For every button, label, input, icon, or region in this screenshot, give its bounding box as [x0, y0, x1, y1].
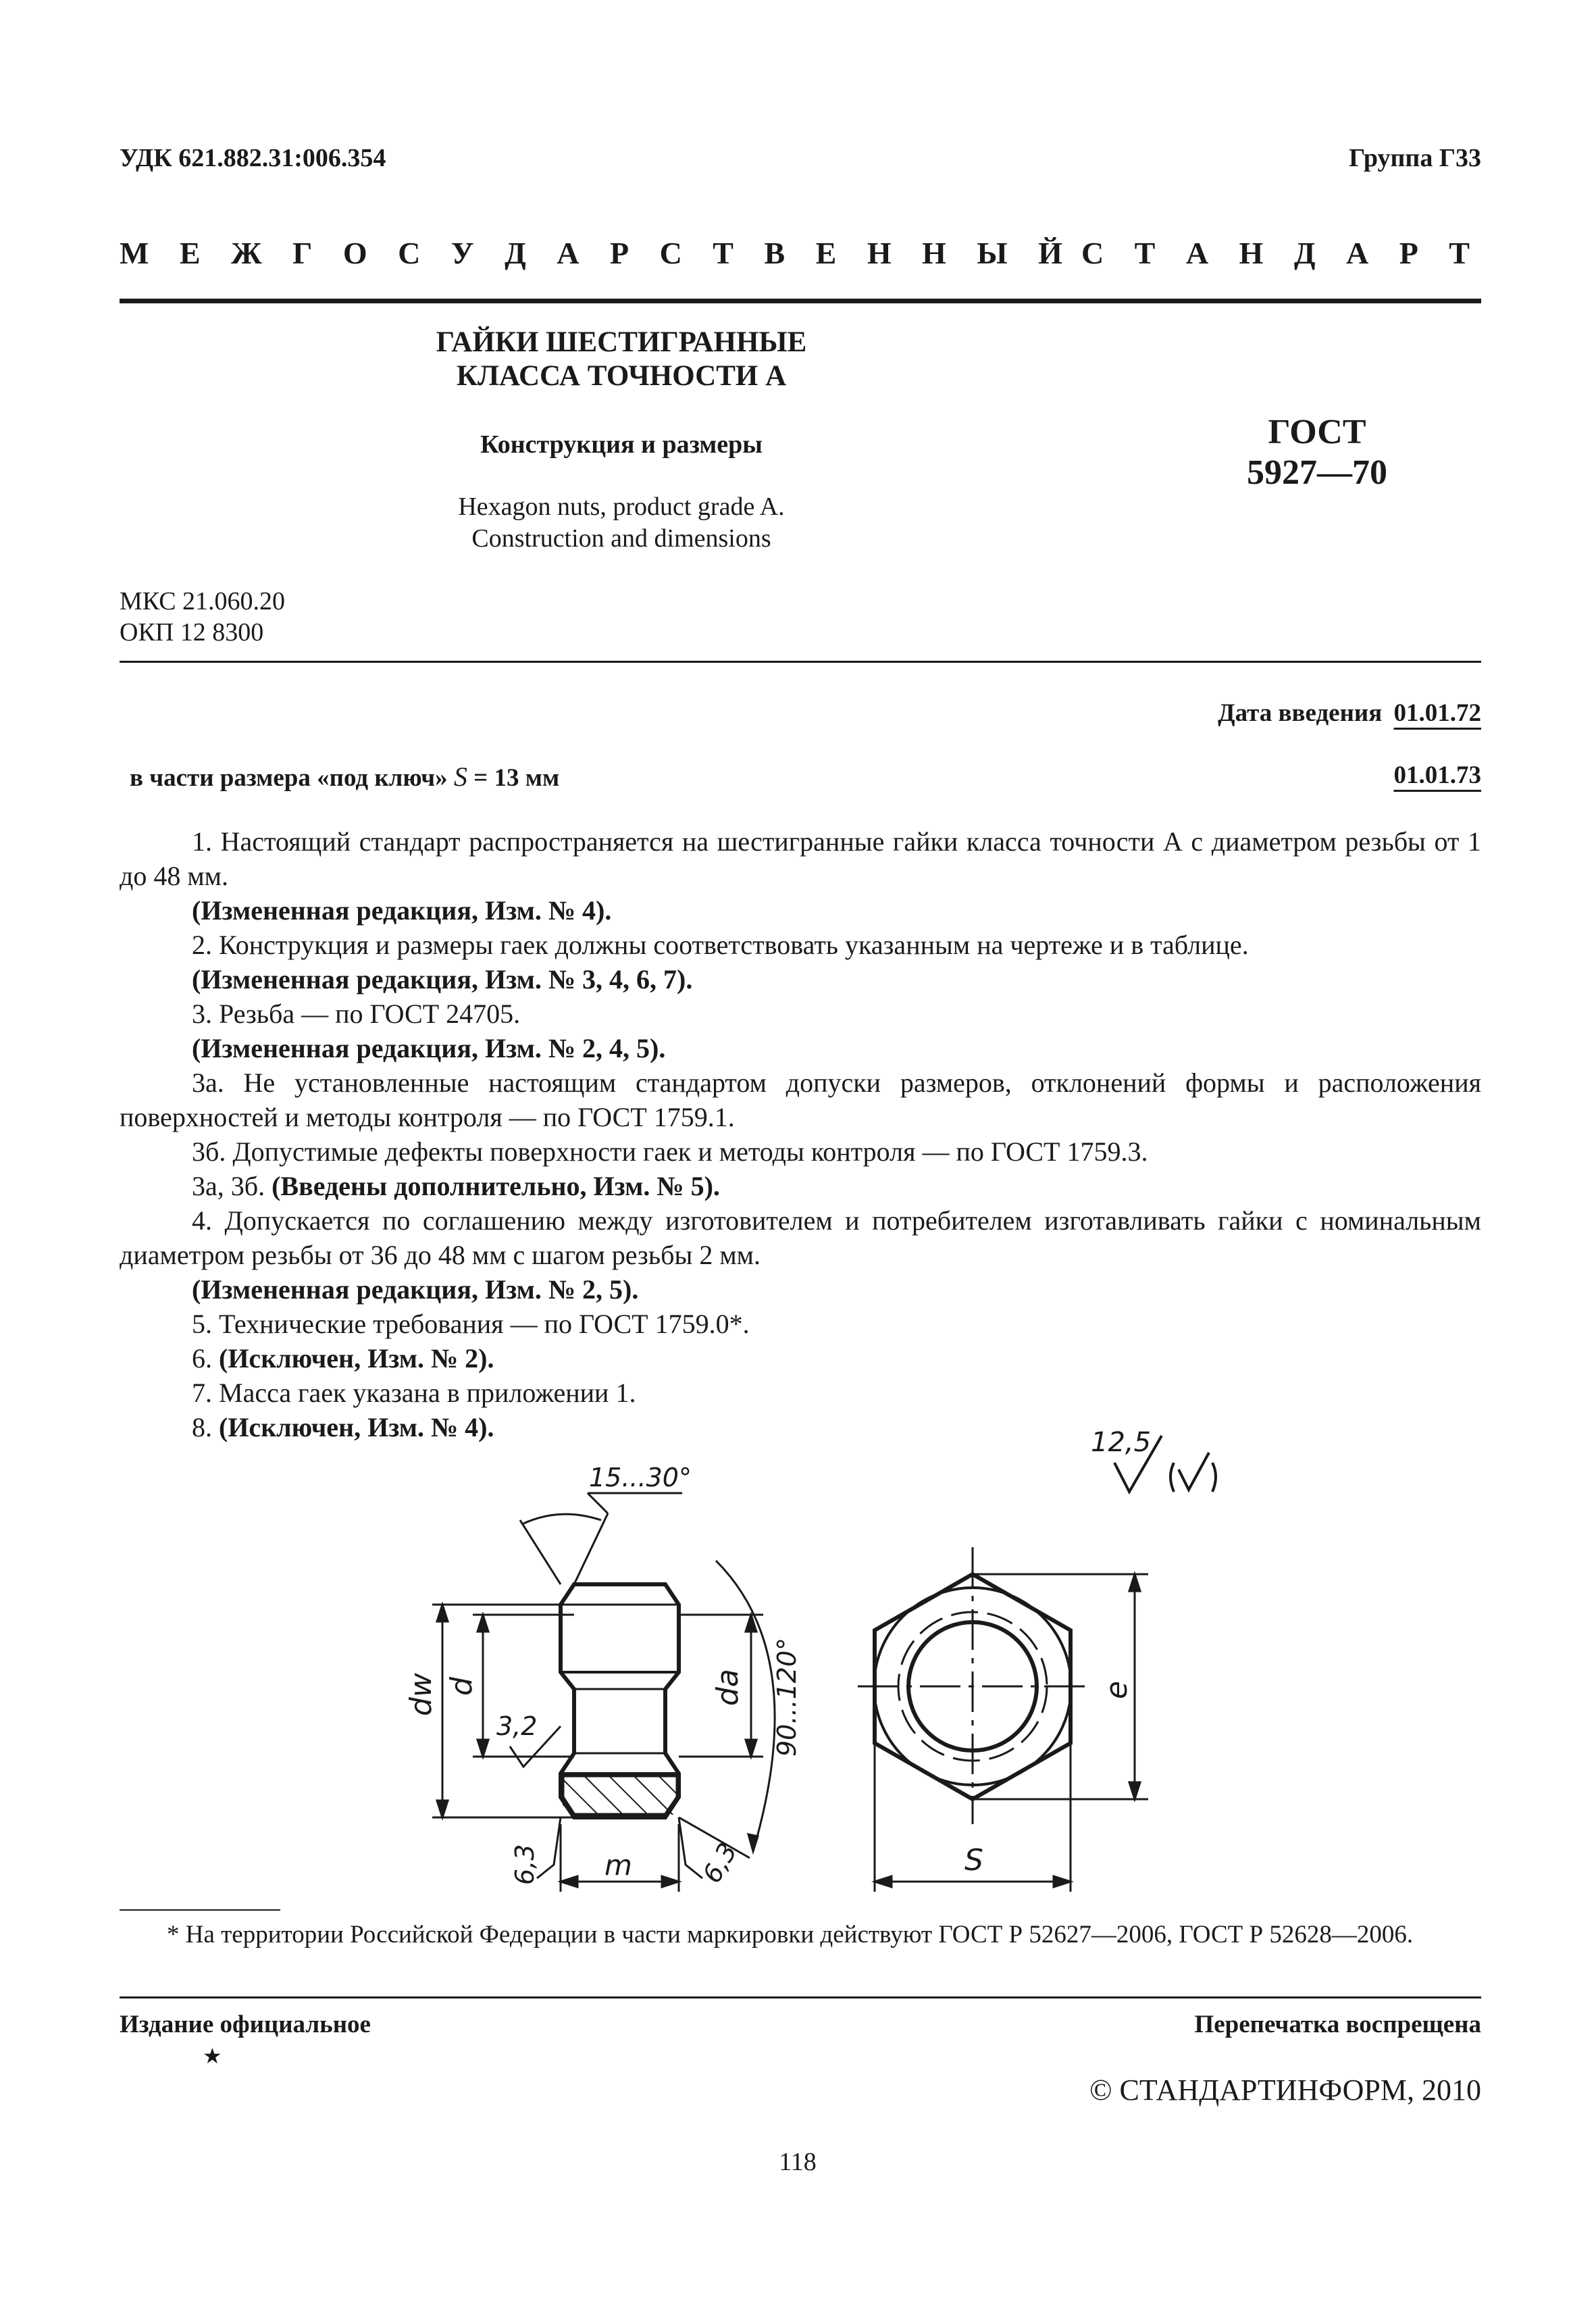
- footer-rule: [120, 1996, 1481, 1998]
- clause-4: 4. Допускается по соглашению между изготовителем и потребителем изготавливать гайки с номинальным диаметром резьбы от 36 до 48 мм с шагом резьбы 2 мм.: [120, 1205, 1481, 1270]
- label-rough-63-right: 6,3: [696, 1838, 744, 1888]
- clause-8-amendment: (Исключен, Изм. № 4).: [219, 1412, 494, 1442]
- size-note-var: S: [453, 761, 467, 792]
- footnote: * На территории Российской Федерации в части маркировки действуют ГОСТ Р 52627—2006, ГОСТ Р 52628—2006.: [167, 1921, 1414, 1948]
- label-dw: dw: [404, 1673, 438, 1716]
- label-rough-63-left: 6,3: [510, 1844, 540, 1885]
- clause-3ab-prefix: 3а, 3б.: [192, 1171, 265, 1201]
- clause-3ab-amendment: (Введены дополнительно, Изм. № 5).: [272, 1171, 720, 1201]
- okp-code: ОКП 12 8300: [120, 618, 264, 647]
- label-da: da: [711, 1669, 745, 1706]
- clause-7: 7. Масса гаек указана в приложении 1.: [192, 1378, 636, 1408]
- gost-number: 5927—70: [1247, 453, 1387, 492]
- clause-2: 2. Конструкция и размеры гаек должны соответствовать указанным на чертеже и в таблице.: [192, 930, 1249, 960]
- nut-top-view: [858, 1547, 1087, 1824]
- size-note-suffix: = 13 мм: [473, 764, 560, 792]
- label-s: S: [964, 1843, 983, 1878]
- clause-8-prefix: 8.: [192, 1412, 212, 1442]
- clause-6-prefix: 6.: [192, 1343, 212, 1374]
- clause-2-amendment: (Измененная редакция, Изм. № 3, 4, 6, 7).: [192, 964, 693, 995]
- title-line-2: КЛАССА ТОЧНОСТИ А: [456, 360, 787, 392]
- clause-6-amendment: (Исключен, Изм. № 2).: [219, 1343, 494, 1374]
- label-e: e: [1100, 1680, 1134, 1699]
- section-hatch: [563, 1776, 677, 1815]
- label-chamfer-angle: 15...30°: [589, 1463, 692, 1492]
- label-bearing-angle: 90...120°: [772, 1637, 802, 1757]
- clause-3a: 3а. Не установленные настоящим стандартом допуски размеров, отклонений формы и расположения поверхностей и методы контроля — по ГОСТ 1759.1.: [120, 1067, 1481, 1132]
- star-icon: ★: [203, 2044, 222, 2068]
- standard-type-left: М Е Ж Г О С У Д А Р С Т В Е Н Н Ы Й: [120, 236, 1074, 270]
- label-m: m: [604, 1848, 632, 1882]
- mks-code: МКС 21.060.20: [120, 587, 286, 615]
- reprint-notice: Перепечатка воспрещена: [1194, 2011, 1481, 2038]
- standard-type-right: С Т А Н Д А Р Т: [1081, 236, 1481, 270]
- intro-date-label: Дата введения: [1218, 699, 1383, 727]
- page-number: 118: [779, 2148, 817, 2176]
- clause-3: 3. Резьба — по ГОСТ 24705.: [192, 999, 521, 1029]
- title-en-line-1: Hexagon nuts, product grade A.: [458, 493, 785, 521]
- label-rough-32: 3,2: [496, 1711, 538, 1741]
- udk-code: УДК 621.882.31:006.354: [120, 144, 386, 172]
- edition-label: Издание официальное: [120, 2011, 371, 2038]
- size-date: 01.01.73: [1393, 761, 1481, 789]
- footnote-rule: [120, 1909, 280, 1911]
- clause-3b: 3б. Допустимые дефекты поверхности гаек и методы контроля — по ГОСТ 1759.3.: [192, 1136, 1148, 1167]
- clause-3-amendment: (Измененная редакция, Изм. № 2, 4, 5).: [192, 1033, 666, 1063]
- intro-date: 01.01.72: [1393, 699, 1481, 727]
- subtitle: Конструкция и размеры: [480, 430, 763, 459]
- clause-4-amendment: (Измененная редакция, Изм. № 2, 5).: [192, 1274, 639, 1305]
- clause-1-amendment: (Измененная редакция, Изм. № 4).: [192, 895, 612, 926]
- clause-1: 1. Настоящий стандарт распространяется на шестигранные гайки класса точности А с диаметром резьбы от 1 до 48 мм.: [120, 826, 1481, 891]
- group-code: Группа Г33: [1349, 144, 1481, 172]
- gost-label: ГОСТ: [1268, 413, 1366, 451]
- title-line-1: ГАЙКИ ШЕСТИГРАННЫЕ: [436, 326, 807, 358]
- copyright: © СТАНДАРТИНФОРМ, 2010: [1089, 2073, 1481, 2107]
- title-en-line-2: Construction and dimensions: [471, 524, 771, 553]
- size-note-prefix: в части размера «под ключ»: [130, 764, 448, 792]
- clause-5: 5. Технические требования — по ГОСТ 1759.0*.: [192, 1309, 750, 1339]
- roughness-value: 12,5: [1091, 1427, 1152, 1458]
- label-d: d: [444, 1677, 479, 1696]
